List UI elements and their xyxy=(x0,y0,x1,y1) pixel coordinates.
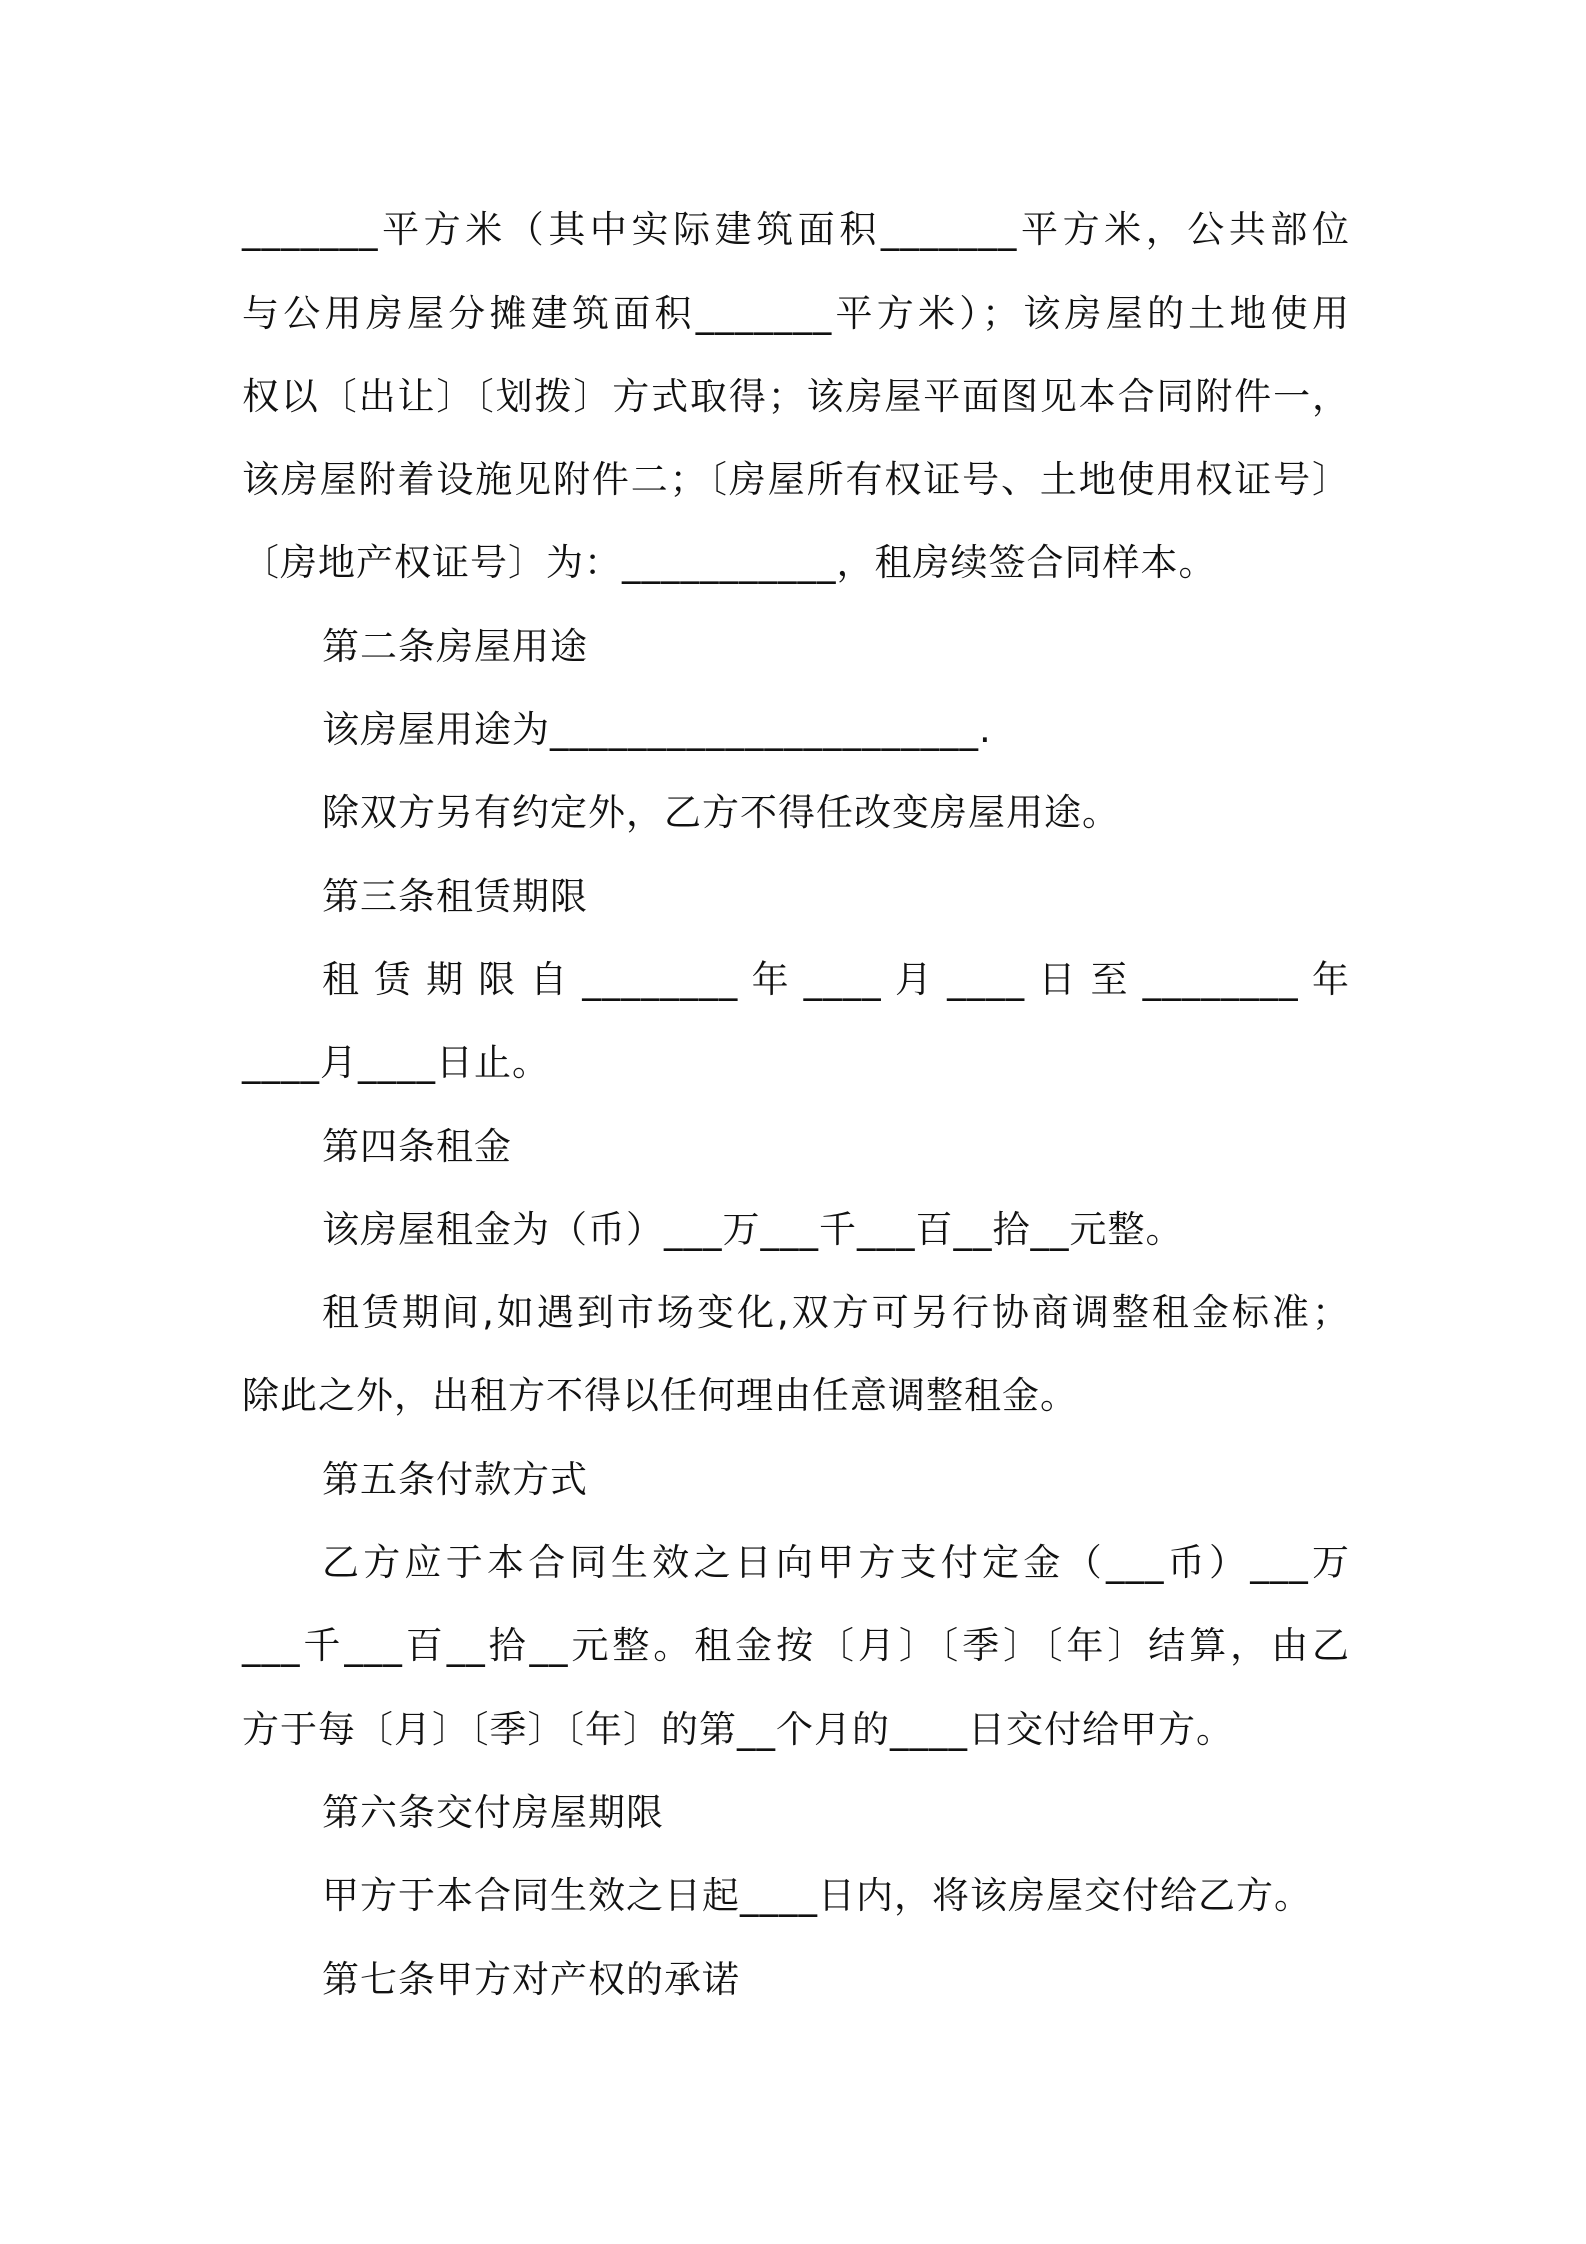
text-line: 权以〔出让〕〔划拨〕方式取得；该房屋平面图见本合同附件一， xyxy=(242,375,1350,418)
text-line: ____月____日止。 xyxy=(242,1041,550,1084)
text-line: 该房屋附着设施见附件二；〔房屋所有权证号、土地使用权证号〕 xyxy=(242,458,1350,501)
section-heading: 第三条租赁期限 xyxy=(322,875,588,918)
text-line: 方于每〔月〕〔季〕〔年〕的第__个月的____日交付给甲方。 xyxy=(242,1708,1234,1751)
section-heading: 第七条甲方对产权的承诺 xyxy=(322,1958,740,2001)
text-line: 与公用房屋分摊建筑面积_______平方米）；该房屋的土地使用 xyxy=(242,292,1350,335)
text-line: 除双方另有约定外，乙方不得任改变房屋用途。 xyxy=(322,791,1120,834)
text-line: 甲方于本合同生效之日起____日内，将该房屋交付给乙方。 xyxy=(322,1874,1312,1917)
text-line: 乙方应于本合同生效之日向甲方支付定金（___币）___万 xyxy=(322,1541,1350,1584)
section-heading: 第六条交付房屋期限 xyxy=(322,1791,664,1834)
text-line: 租 赁 期 限 自 ________ 年 ____ 月 ____ 日 至 ________ 年 xyxy=(322,958,1350,1001)
text-line: 〔房地产权证号〕为：___________，租房续签合同样本。 xyxy=(242,541,1217,584)
text-line: 租赁期间,如遇到市场变化,双方可另行协商调整租金标准； xyxy=(322,1291,1350,1334)
section-heading: 第四条租金 xyxy=(322,1125,512,1168)
section-heading: 第五条付款方式 xyxy=(322,1458,588,1501)
text-line: 除此之外，出租方不得以任何理由任意调整租金。 xyxy=(242,1374,1078,1417)
text-line: 该房屋租金为（币）___万___千___百__拾__元整。 xyxy=(322,1208,1184,1251)
text-line: _______平方米（其中实际建筑面积_______平方米，公共部位 xyxy=(242,208,1350,251)
section-heading: 第二条房屋用途 xyxy=(322,625,588,668)
text-line: ___千___百__拾__元整。租金按〔月〕〔季〕〔年〕结算，由乙 xyxy=(242,1624,1350,1667)
text-line: 该房屋用途为______________________. xyxy=(322,708,992,751)
